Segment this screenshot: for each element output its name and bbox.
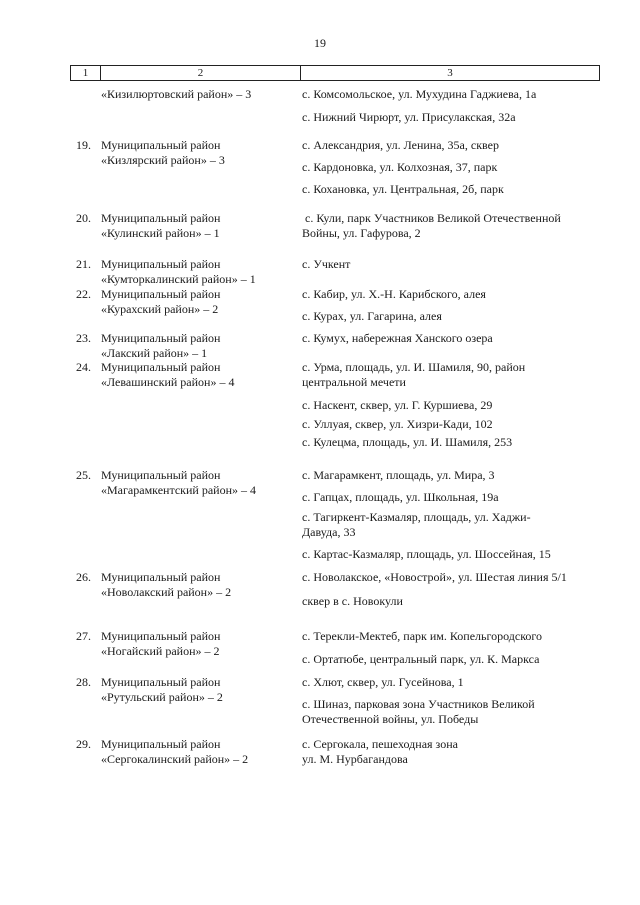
- row-number: 29.: [76, 737, 91, 751]
- location-line: с. Картас-Казмаляр, площадь, ул. Шоссейная, 15: [302, 547, 551, 561]
- district-type: Муниципальный район: [101, 570, 221, 584]
- page-number: 19: [314, 36, 326, 50]
- location-line: с. Кули, парк Участников Великой Отечественной: [305, 211, 561, 225]
- row-number: 25.: [76, 468, 91, 482]
- district-name: «Кумторкалинский район» – 1: [101, 272, 256, 286]
- location-line: Войны, ул. Гафурова, 2: [302, 226, 421, 240]
- location-line: с. Ортатюбе, центральный парк, ул. К. Маркса: [302, 652, 540, 666]
- location-line: с. Магарамкент, площадь, ул. Мира, 3: [302, 468, 495, 482]
- district-type: Муниципальный район: [101, 360, 221, 374]
- location-line: Отечественной войны, ул. Победы: [302, 712, 479, 726]
- row-number: 24.: [76, 360, 91, 374]
- location-line: с. Терекли-Мектеб, парк им. Копельгородского: [302, 629, 543, 643]
- district-name: «Кизилюртовский район» – 3: [101, 87, 252, 101]
- district-type: Муниципальный район: [101, 138, 221, 152]
- location-line: с. Курах, ул. Гагарина, алея: [302, 309, 442, 323]
- location-line: с. Урма, площадь, ул. И. Шамиля, 90, район: [302, 360, 526, 374]
- row-number: 23.: [76, 331, 91, 345]
- row-number: 27.: [76, 629, 91, 643]
- district-name: «Лакский район» – 1: [101, 346, 208, 360]
- district-name: «Сергокалинский район» – 2: [101, 752, 249, 766]
- district-name: «Ногайский район» – 2: [101, 644, 220, 658]
- location-line: с. Кабир, ул. Х.-Н. Карибского, алея: [302, 287, 486, 301]
- location-line: центральной мечети: [302, 375, 406, 389]
- district-type: Муниципальный район: [101, 331, 221, 345]
- district-name: «Кулинский район» – 1: [101, 226, 220, 240]
- location-line: с. Кулецма, площадь, ул. И. Шамиля, 253: [302, 435, 513, 449]
- district-name: «Рутульский район» – 2: [101, 690, 223, 704]
- location-line: сквер в с. Новокули: [302, 594, 403, 608]
- row-number: 26.: [76, 570, 91, 584]
- row-number: 22.: [76, 287, 91, 301]
- row-number: 19.: [76, 138, 91, 152]
- district-name: «Магарамкентский район» – 4: [101, 483, 257, 497]
- table-header: [70, 65, 600, 81]
- row-number: 28.: [76, 675, 91, 689]
- row-number: 21.: [76, 257, 91, 271]
- location-line: с. Кумух, набережная Ханского озера: [302, 331, 493, 345]
- district-name: «Курахский район» – 2: [101, 302, 219, 316]
- header-col-2: 2: [101, 66, 301, 80]
- location-line: с. Новолакское, «Новострой», ул. Шестая линия 5/1: [302, 570, 567, 584]
- district-type: Муниципальный район: [101, 211, 221, 225]
- district-type: Муниципальный район: [101, 257, 221, 271]
- district-type: Муниципальный район: [101, 629, 221, 643]
- header-col-3: 3: [447, 67, 453, 79]
- district-type: Муниципальный район: [101, 468, 221, 482]
- header-col-1: 1: [71, 66, 101, 80]
- location-line: с. Хлют, сквер, ул. Гусейнова, 1: [302, 675, 464, 689]
- district-type: Муниципальный район: [101, 675, 221, 689]
- location-line: с. Кохановка, ул. Центральная, 2б, парк: [302, 182, 504, 196]
- location-line: с. Александрия, ул. Ленина, 35а, сквер: [302, 138, 499, 152]
- location-line: с. Кардоновка, ул. Колхозная, 37, парк: [302, 160, 498, 174]
- district-type: Муниципальный район: [101, 737, 221, 751]
- district-name: «Новолакский район» – 2: [101, 585, 232, 599]
- location-line: с. Учкент: [302, 257, 351, 271]
- location-line: с. Гапцах, площадь, ул. Школьная, 19а: [302, 490, 499, 504]
- location-line: с. Нижний Чирюрт, ул. Присулакская, 32а: [302, 110, 516, 124]
- location-line: с. Уллуая, сквер, ул. Хизри-Кади, 102: [302, 417, 493, 431]
- row-number: 20.: [76, 211, 91, 225]
- district-name: «Кизлярский район» – 3: [101, 153, 225, 167]
- location-line: с. Комсомольское, ул. Мухудина Гаджиева, 1а: [302, 87, 537, 101]
- location-line: с. Сергокала, пешеходная зона: [302, 737, 458, 751]
- location-line: с. Шиназ, парковая зона Участников Великой: [302, 697, 535, 711]
- location-line: ул. М. Нурбагандова: [302, 752, 408, 766]
- district-name: «Левашинский район» – 4: [101, 375, 235, 389]
- location-line: с. Тагиркент-Казмаляр, площадь, ул. Хаджи-: [302, 510, 531, 524]
- district-type: Муниципальный район: [101, 287, 221, 301]
- location-line: с. Наскент, сквер, ул. Г. Куршиева, 29: [302, 398, 493, 412]
- location-line: Давуда, 33: [302, 525, 356, 539]
